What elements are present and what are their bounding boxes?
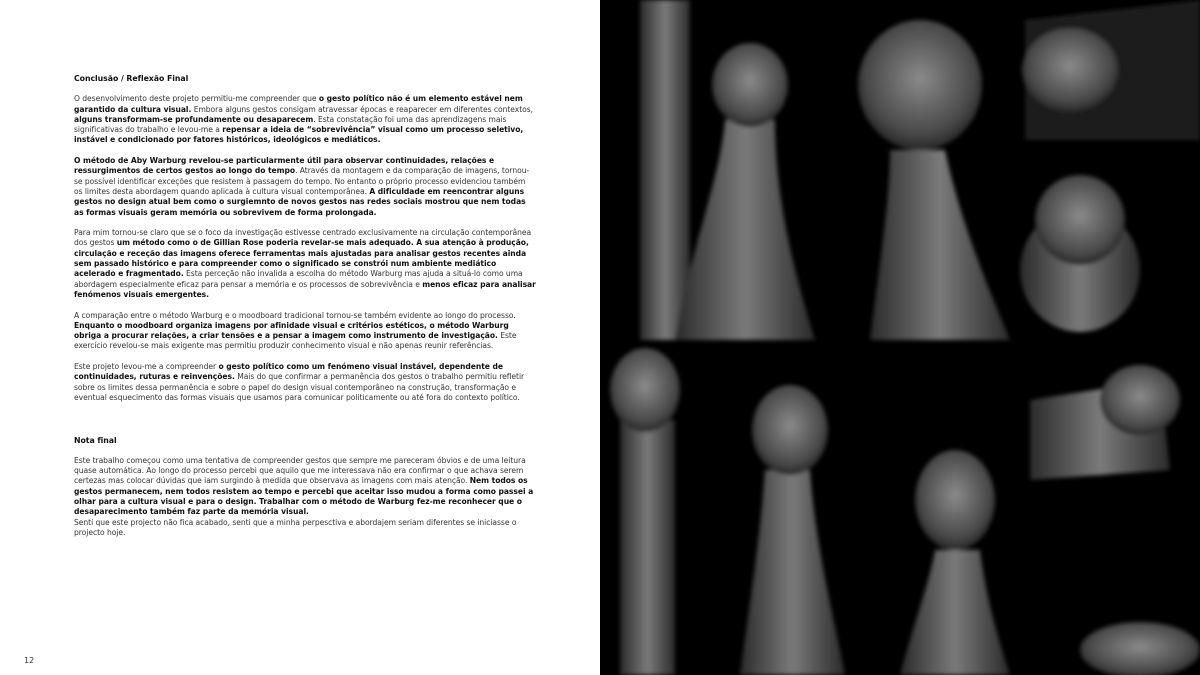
text-segment: Este projeto levou-me a compreender bbox=[74, 362, 219, 372]
text-column bbox=[74, 74, 536, 548]
conclusion-paragraph bbox=[74, 362, 536, 403]
fist-image-5 bbox=[1020, 175, 1140, 332]
text-segment: . Através da montagem e da comparação de imagens, tornou-se possível identificar exceções que resistem à passagem do tempo. No entanto o próprio processo evidenciou também os limites desta abordagem quando aplicada à cultura visual contemporânea. bbox=[74, 166, 530, 196]
fist-image-4 bbox=[1022, 0, 1200, 140]
text-segment: O desenvolvimento deste projeto permitiu-me compreender que bbox=[74, 94, 319, 104]
final-note-heading: Nota final bbox=[74, 435, 117, 445]
text-segment: Para mim tornou-se claro que se o foco da investigação estivesse centrado exclusivamente na circulação contemporânea dos gestos bbox=[74, 228, 532, 248]
hands-photo-grid bbox=[600, 0, 1200, 675]
bold-text-segment: menos eficaz para analisar fenómenos visuais emergentes. bbox=[74, 279, 536, 299]
raised-fist-image-3 bbox=[858, 20, 1010, 340]
open-hand-image-2 bbox=[740, 385, 845, 675]
bold-text-segment: o gesto político como um fenómeno visual instável, dependente de continuidades, ruturas e reinvenções. bbox=[74, 362, 503, 382]
bold-text-segment: Nem todos os gestos permanecem, nem todos resistem ao tempo e percebi que aceitar isso mudou a forma como passei a olhar para a cultura visual e para o design. Trabalhar com o método de Warburg fez-me reconhecer que o desaparecimento também faz parte da memória visual. bbox=[74, 476, 534, 517]
open-hand-image-3 bbox=[900, 450, 1010, 675]
text-segment: . Esta constatação foi uma das aprendizagens mais significativas do trabalho e levou-me a bbox=[74, 114, 507, 135]
conclusion-body bbox=[74, 94, 536, 403]
text-segment: Embora alguns gestos consigam atravessar épocas e reaparecer em diferentes contextos, bbox=[191, 104, 534, 114]
conclusion-paragraph bbox=[74, 156, 536, 218]
conclusion-paragraph bbox=[74, 311, 536, 352]
open-hand-image-1 bbox=[610, 348, 680, 675]
bold-text-segment: A dificuldade em reencontrar alguns gestos no design atual bem como o surgiemnto de novos gestos nas redes sociais mostrou que nem todas as formas visuais geram memória ou sobrevivem de forma prolongada. bbox=[74, 186, 526, 217]
raised-fist-image-2 bbox=[675, 43, 815, 340]
bold-text-segment: O método de Aby Warburg revelou-se particularmente útil para observar continuidades, relações e ressurgimentos de certos gestos ao longo do tempo bbox=[74, 156, 495, 176]
bold-text-segment: alguns transformam-se profundamente ou desaparecem bbox=[74, 114, 314, 124]
page-number: 12 bbox=[24, 656, 35, 665]
conclusion-paragraph bbox=[74, 94, 536, 145]
image-panel bbox=[600, 0, 1200, 675]
bold-text-segment: um método como o de Gillian Rose poderia revelar-se mais adequado. A sua atenção à produção, circulação e receção das imagens oferece ferramentas mais ajustadas para analisar gestos recentes ainda sem passado histórico e para compreender como o significado se constrói num ambiente mediático acelerado e fragmentado. bbox=[74, 238, 529, 279]
open-hand-image-5 bbox=[1080, 622, 1200, 675]
conclusion-paragraph bbox=[74, 228, 536, 300]
text-segment: Este exercício revelou-se mais exigente mas permitiu produzir conhecimento visual e não apenas reunir referências. bbox=[74, 331, 517, 351]
text-segment: Este trabalho começou como uma tentativa de compreender gestos que sempre me pareceram óbvios e de uma leitura quase automática. Ao longo do processo percebi que aquilo que me interessava não era confirmar o que achava serem certezas mas colocar dúvidas que iam surgindo à medida que observava as imagens com mais atenção. bbox=[74, 455, 526, 486]
text-segment: A comparação entre o método Warburg e o moodboard tradicional tornou-se também evidente ao longo do processo. bbox=[74, 310, 516, 320]
bold-text-segment: Enquanto o moodboard organiza imagens por afinidade visual e critérios estéticos, o método Warburg obriga a procurar relações, a criar tensões e a pensar a imagem como instrumento de investigação. bbox=[74, 320, 509, 341]
text-segment: Mais do que confirmar a permanência dos gestos o trabalho permitiu refletir sobre os limites dessa permanência e sobre o papel do design visual contemporâneo na construção, transformação e eventual esquecimento das formas visuais que usamos para comunicar politicamente ou até fora do contexto político. bbox=[74, 372, 525, 402]
bold-text-segment: repensar a ideia de “sobrevivência” visual como um processo seletivo, instável e condicionado por fatores históricos, ideológicos e mediáticos. bbox=[74, 125, 524, 145]
raised-fist-image-1 bbox=[640, 0, 690, 340]
open-hand-image-4 bbox=[1030, 365, 1180, 480]
final-note-closing: Senti que este projecto não fica acabado, senti que a minha perpesctiva e abordajem seriam diferentes se iniciasse o projecto hoje. bbox=[74, 517, 517, 537]
text-segment: Esta perceção não invalida a escolha do método Warburg mas ajuda a situá-lo como uma abordagem especialmente eficaz para pensar a memória e os processos de sobrevivência e bbox=[74, 269, 523, 289]
final-note-paragraph bbox=[74, 456, 536, 518]
bold-text-segment: o gesto político não é um elemento estável nem garantido da cultura visual. bbox=[74, 94, 523, 114]
conclusion-heading: Conclusão / Reflexão Final bbox=[74, 74, 189, 83]
